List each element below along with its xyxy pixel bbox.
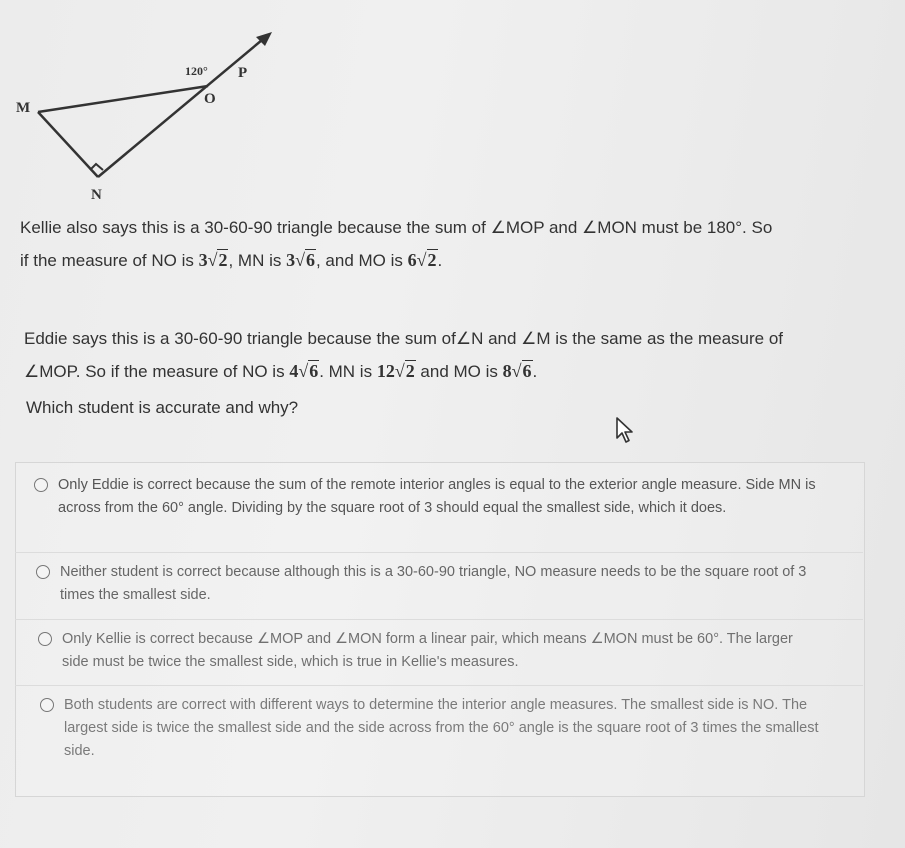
radio-button-1[interactable] [34,478,48,492]
eddie-suffix: . [532,362,538,381]
kellie-mn-text: , MN is [228,251,287,270]
point-label-n: N [91,187,102,203]
eddie-line-1: Eddie says this is a 30-60-90 triangle because the sum of∠N and ∠M is the same as the measure of [24,329,784,348]
radio-button-2[interactable] [36,565,50,579]
answer-option-4-text: Both students are correct with different ways to determine the interior angle measures. The smallest side is NO. The largest side is twice the smallest side and the side across from the 60° angle is the square root of 3 times the smallest side. [64,697,819,759]
answer-option-3-text: Only Kellie is correct because ∠MOP and ∠MON form a linear pair, which means ∠MON must be 60°. The larger side must be twice the smallest side, which is true in Kellie's measures. [62,631,793,670]
point-label-p: P [238,65,248,81]
option-divider [15,685,863,686]
segment-mn [38,112,98,177]
option-divider [15,552,863,553]
answer-option-4[interactable] [64,694,824,763]
answer-option-2-text: Neither student is correct because although this is a 30-60-90 triangle, NO measure needs to be the square root of 3 times the smallest side. [60,564,807,603]
mouse-cursor-icon [614,416,638,444]
eddie-statement [24,322,844,388]
kellie-mn-value: 3√6 [286,250,315,270]
kellie-statement [20,211,860,277]
kellie-suffix: . [437,251,443,270]
point-label-m: M [16,100,31,116]
answer-option-1[interactable] [58,474,838,520]
option-divider [15,619,863,620]
eddie-mo-text: and MO is [415,362,503,381]
kellie-mo-value: 6√2 [407,250,437,270]
answer-option-2[interactable] [60,561,830,607]
eddie-prefix: ∠MOP. So if the measure of NO is [24,362,290,381]
angle-label: 120° [185,64,208,78]
answer-option-3[interactable] [62,628,822,674]
kellie-line-1: Kellie also says this is a 30-60-90 triangle because the sum of ∠MOP and ∠MON must be 180°. So [20,218,773,237]
triangle-diagram [0,20,300,210]
point-label-o: O [204,91,216,107]
right-angle-mark [90,164,103,170]
radio-button-4[interactable] [40,698,54,712]
answer-option-1-text: Only Eddie is correct because the sum of the remote interior angles is equal to the exterior angle measure. Side MN is across from the 60° angle. Dividing by the square root of 3 should equal the smallest side, which it does. [58,477,816,516]
eddie-mn-value: 12√2 [376,361,415,381]
kellie-mo-text: , and MO is [315,251,408,270]
segment-mo [38,86,208,112]
radio-button-3[interactable] [38,632,52,646]
question-text: Which student is accurate and why? [26,398,299,417]
kellie-no-value: 3√2 [198,250,228,270]
eddie-mo-value: 8√6 [502,361,532,381]
eddie-no-value: 4√6 [289,361,319,381]
ray-np [98,40,262,177]
kellie-prefix: if the measure of NO is [20,251,199,270]
eddie-mn-text: . MN is [319,362,377,381]
